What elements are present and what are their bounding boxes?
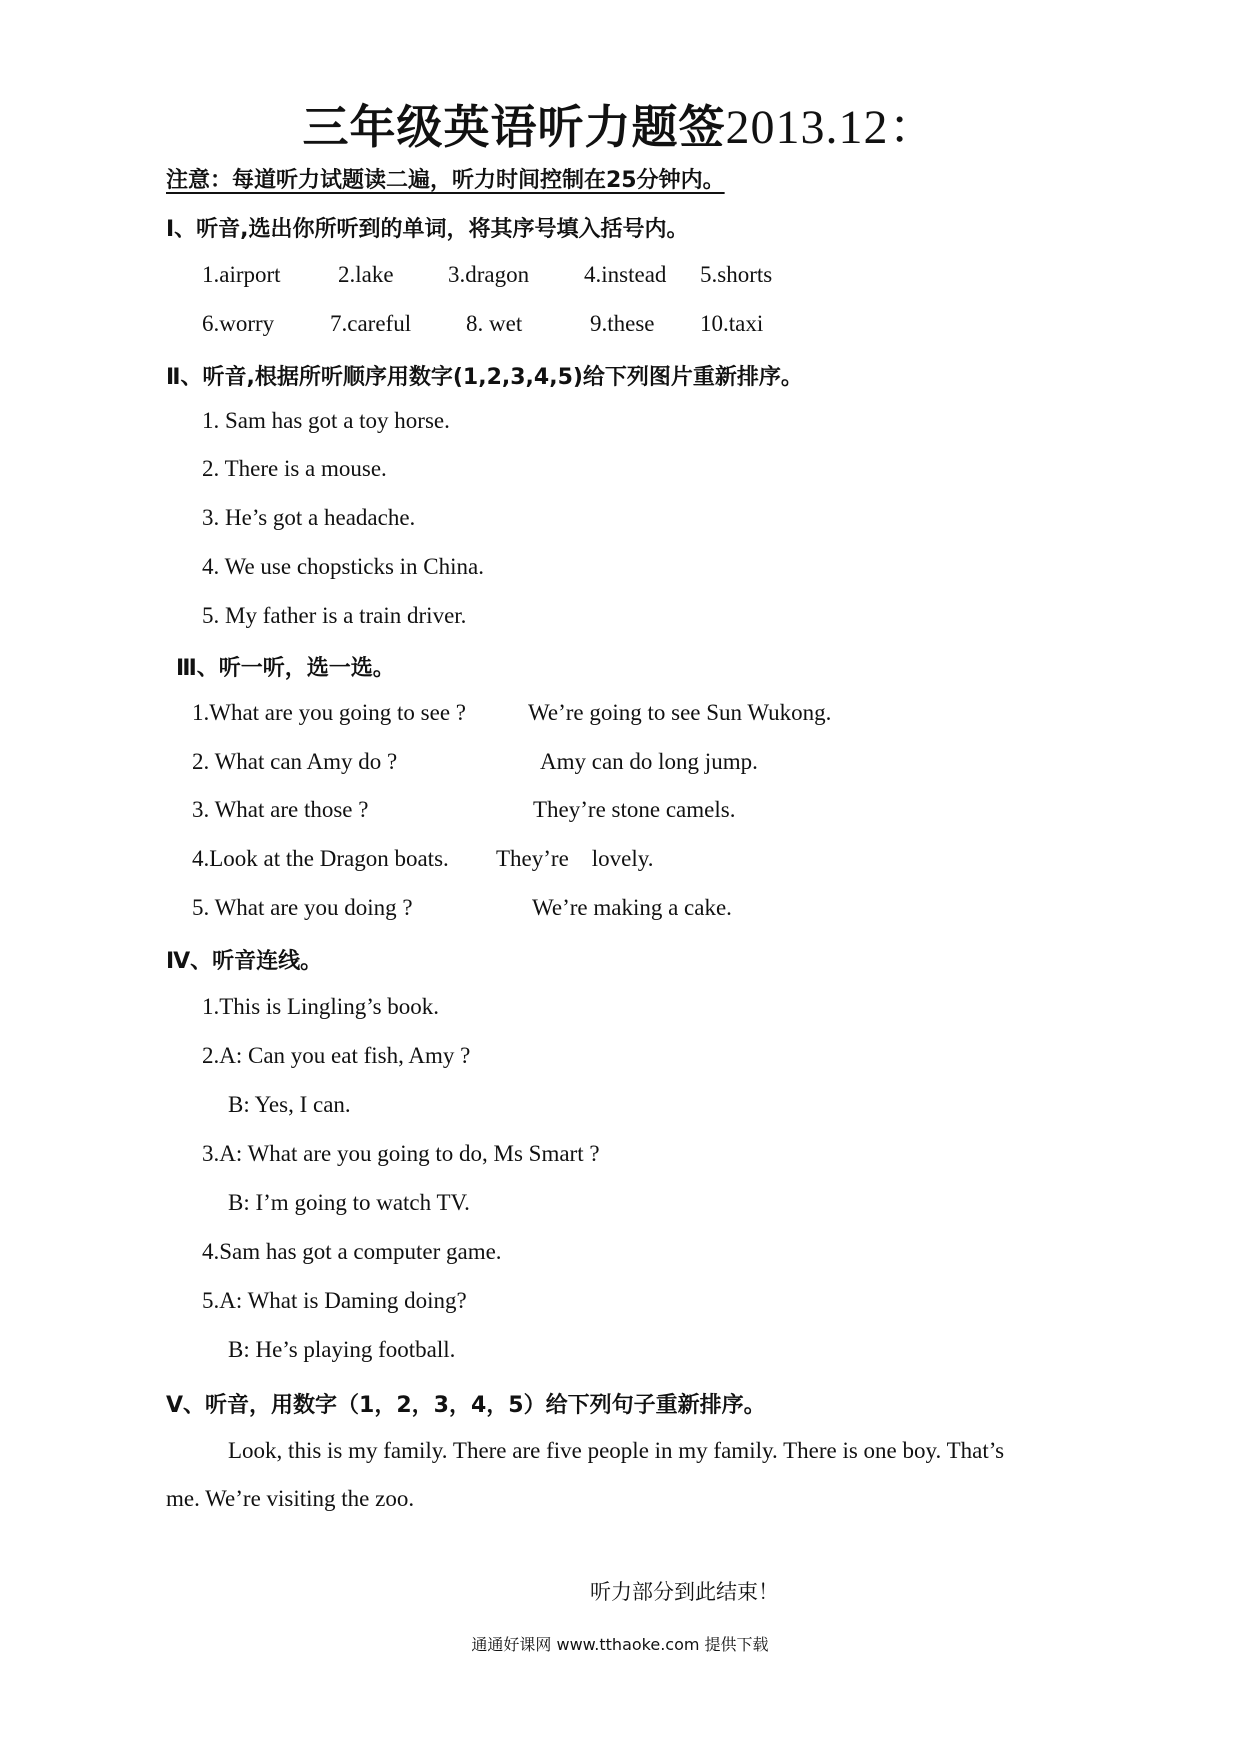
word-item: 5.shorts — [700, 262, 773, 287]
word-item: 6.worry — [202, 311, 275, 336]
answer-text: We’re going to see Sun Wukong. — [528, 700, 832, 725]
title-text: 三年级英语听力题签 — [302, 100, 726, 154]
answer-text: They’re lovely. — [496, 846, 654, 871]
word-item: 10.taxi — [700, 311, 764, 336]
list-item: 2.A: Can you eat fish, Amy ? — [202, 1043, 471, 1068]
list-item: 3. He’s got a headache. — [202, 505, 416, 530]
section4-heading: Ⅳ、听音连线。 — [166, 949, 323, 974]
word-item: 4.instead — [584, 262, 667, 287]
question-text: 3. What are those ? — [192, 797, 369, 822]
list-item: 5.A: What is Daming doing? — [202, 1288, 467, 1313]
section5-heading: Ⅴ、听音，用数字（1，2，3，4，5）给下列句子重新排序。 — [166, 1393, 766, 1418]
list-item: B: Yes, I can. — [228, 1092, 351, 1117]
list-item: B: He’s playing football. — [228, 1337, 456, 1362]
list-item: B: I’m going to watch TV. — [228, 1190, 470, 1215]
answer-text: Amy can do long jump. — [540, 749, 758, 774]
section2-heading: Ⅱ、听音,根据所听顺序用数字(1,2,3,4,5)给下列图片重新排序。 — [166, 365, 803, 390]
question-text: 1.What are you going to see ? — [192, 700, 466, 725]
word-item: 1.airport — [202, 262, 281, 287]
word-item: 3.dragon — [448, 262, 530, 287]
list-item: 2. There is a mouse. — [202, 456, 387, 481]
paragraph-line: me. We’re visiting the zoo. — [166, 1486, 415, 1511]
answer-text: They’re stone camels. — [533, 797, 736, 822]
list-item: 3.A: What are you going to do, Ms Smart ? — [202, 1141, 600, 1166]
list-item: 1.This is Lingling’s book. — [202, 994, 440, 1019]
answer-text: We’re making a cake. — [532, 895, 732, 920]
list-item: 5. My father is a train driver. — [202, 603, 467, 628]
section1-heading: Ⅰ、听音,选出你所听到的单词，将其序号填入括号内。 — [166, 217, 689, 242]
notice-text: 注意：每道听力试题读二遍，听力时间控制在25分钟内。 — [166, 168, 725, 193]
list-item: 4.Sam has got a computer game. — [202, 1239, 502, 1264]
question-text: 2. What can Amy do ? — [192, 749, 398, 774]
question-text: 5. What are you doing ? — [192, 895, 413, 920]
end-note: 听力部分到此结束！ — [590, 1580, 779, 1604]
word-item: 8. wet — [466, 311, 523, 336]
word-item: 2.lake — [338, 262, 394, 287]
title-date: 2013.12： — [725, 101, 938, 154]
question-text: 4.Look at the Dragon boats. — [192, 846, 449, 871]
credit-line: 通通好课网 www.tthaoke.com 提供下载 — [471, 1635, 769, 1654]
word-item: 7.careful — [330, 311, 412, 336]
page-title — [0, 88, 1240, 157]
list-item: 4. We use chopsticks in China. — [202, 554, 484, 579]
section3-heading: Ⅲ、听一听，选一选。 — [176, 656, 395, 681]
list-item: 1. Sam has got a toy horse. — [202, 408, 450, 433]
word-item: 9.these — [590, 311, 655, 336]
paragraph-line: Look, this is my family. There are five people in my family. There is one boy. That’s — [228, 1438, 1005, 1463]
